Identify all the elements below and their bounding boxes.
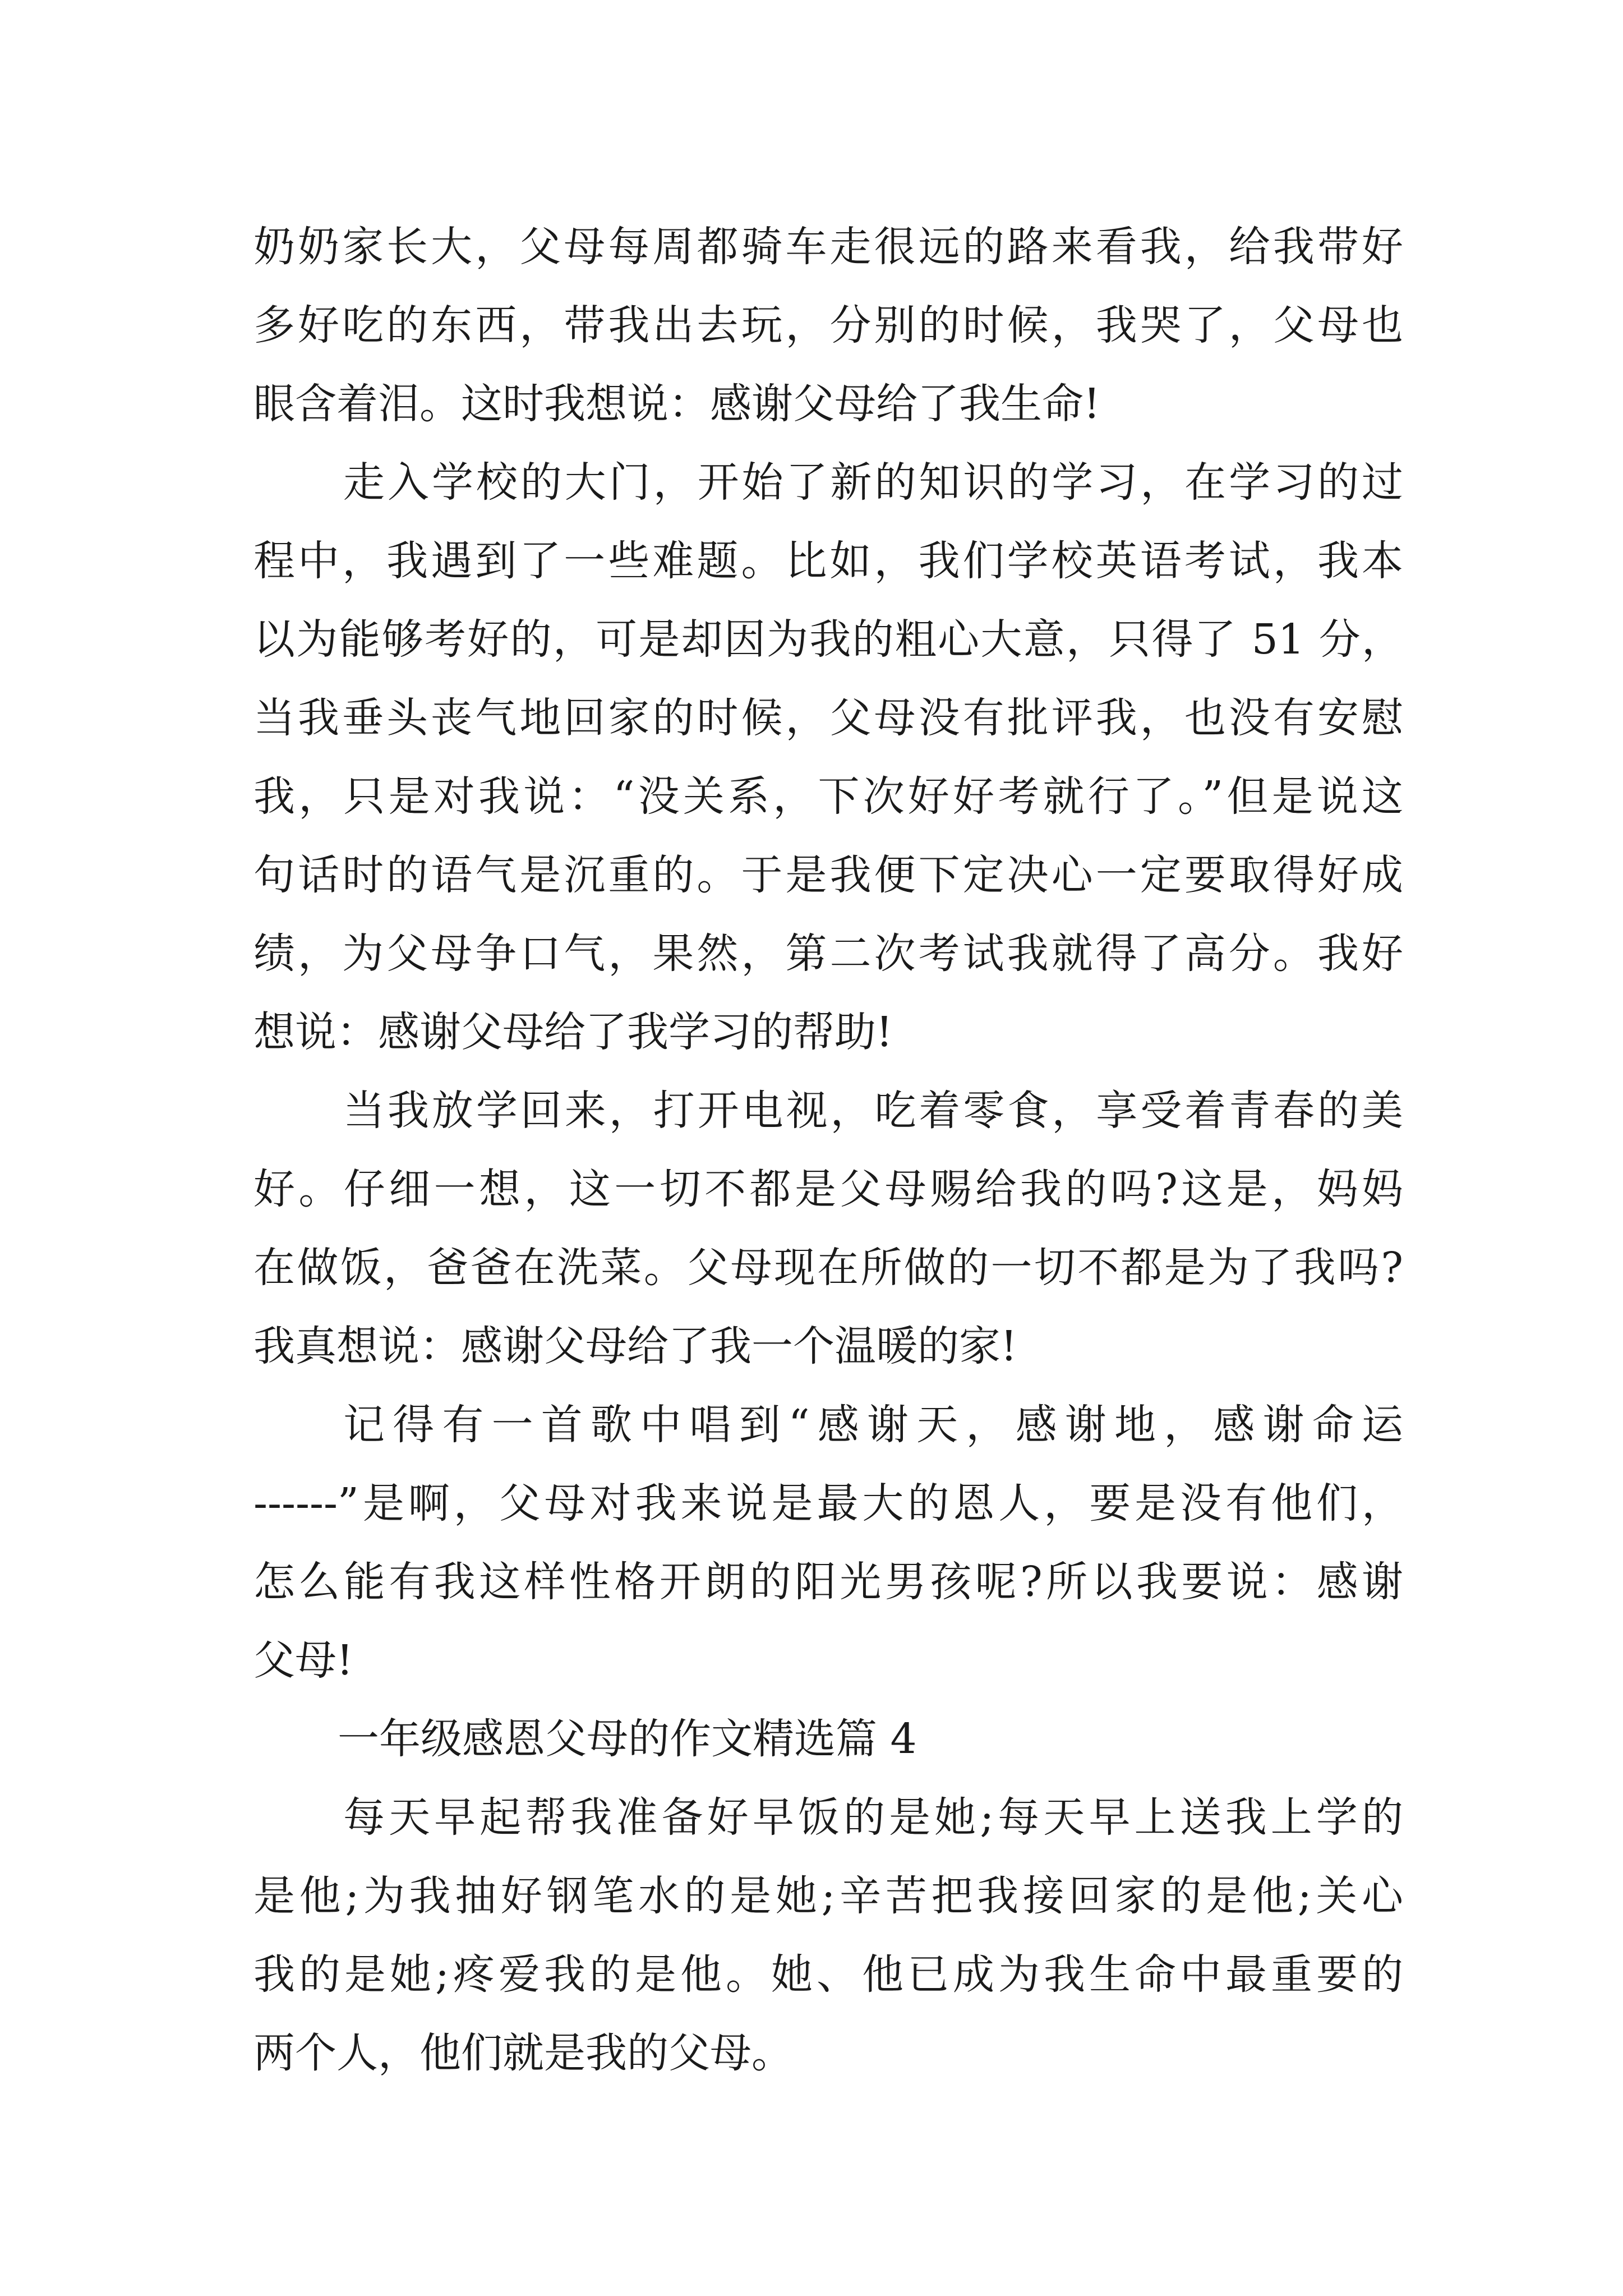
- text-line: 程中，我遇到了一些难题。比如，我们学校英语考试，我本: [253, 537, 1403, 585]
- text-line: 每天早起帮我准备好早饭的是她;每天早上送我上学的: [343, 1793, 1403, 1842]
- text-line: 以为能够考好的，可是却因为我的粗心大意，只得了 51 分，: [253, 615, 1403, 664]
- text-line: 多好吃的东西，带我出去玩，分别的时候，我哭了，父母也: [253, 301, 1403, 349]
- text-line: 当我放学回来，打开电视，吃着零食，享受着青春的美: [343, 1087, 1403, 1135]
- text-line: 奶奶家长大，父母每周都骑车走很远的路来看我，给我带好: [253, 223, 1403, 271]
- section-heading: 一年级感恩父母的作文精选篇 4: [338, 1715, 917, 1763]
- text-line: 是他;为我抽好钢笔水的是她;辛苦把我接回家的是他;关心: [253, 1872, 1403, 1920]
- text-line: 想说：感谢父母给了我学习的帮助!: [253, 1008, 893, 1056]
- text-line: 句话时的语气是沉重的。于是我便下定决心一定要取得好成: [253, 851, 1403, 899]
- text-line: 眼含着泪。这时我想说：感谢父母给了我生命!: [253, 380, 1100, 428]
- text-line: 父母!: [253, 1636, 353, 1685]
- text-line: 怎么能有我这样性格开朗的阳光男孩呢?所以我要说：感谢: [253, 1558, 1403, 1606]
- text-line: 我真想说：感谢父母给了我一个温暖的家!: [253, 1322, 1017, 1370]
- text-line: 记得有一首歌中唱到“感谢天，感谢地，感谢命运: [343, 1401, 1403, 1449]
- text-line: ------”是啊，父母对我来说是最大的恩人，要是没有他们，: [253, 1479, 1403, 1527]
- text-line: 绩，为父母争口气，果然，第二次考试我就得了高分。我好: [253, 930, 1403, 978]
- text-line: 我的是她;疼爱我的是他。她、他已成为我生命中最重要的: [253, 1950, 1403, 1999]
- text-line: 走入学校的大门，开始了新的知识的学习，在学习的过: [343, 458, 1403, 507]
- text-line: 当我垂头丧气地回家的时候，父母没有批评我，也没有安慰: [253, 694, 1403, 742]
- text-line: 好。仔细一想，这一切不都是父母赐给我的吗?这是，妈妈: [253, 1165, 1403, 1213]
- text-line: 我，只是对我说：“没关系，下次好好考就行了。”但是说这: [253, 772, 1403, 821]
- text-line: 两个人，他们就是我的父母。: [253, 2029, 793, 2077]
- text-line: 在做饭，爸爸在洗菜。父母现在所做的一切不都是为了我吗?: [253, 1244, 1403, 1292]
